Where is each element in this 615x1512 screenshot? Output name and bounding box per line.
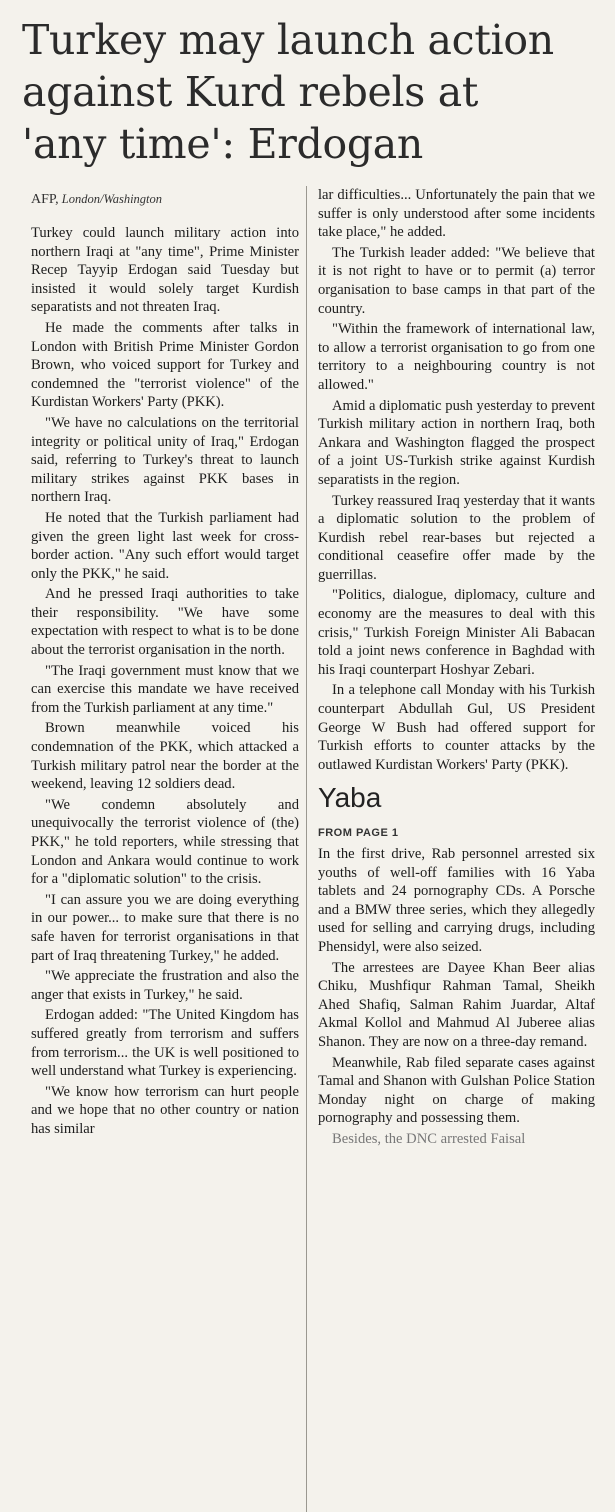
article-paragraph: In a telephone call Monday with his Turkish counterpart Abdullah Gul, US President George W Bush had offered support for Turkish efforts to counter attacks by the outlawed Kurdistan Workers' Party (PKK). bbox=[318, 682, 595, 773]
article-paragraph: "We condemn absolutely and unequivocally the terrorist violence of (the) PKK," he told reporters, while stressing that London and Ankara would continue to work for a "diplomatic solution" to the crisis. bbox=[31, 796, 299, 888]
article-paragraph: The Turkish leader added: "We believe that it is not right to have or to permit (a) terror organisation to base camps in that part of the country. bbox=[318, 244, 595, 317]
article-paragraph: "We have no calculations on the territorial integrity or political unity of Iraq," Erdogan said, referring to Turkey's threat to launch military strikes against PKK bases in northern Iraq. bbox=[31, 414, 299, 506]
yaba-paragraph: The arrestees are Dayee Khan Beer alias Chiku, Mushfiqur Rahman Tamal, Sheikh Ahed Shafiq, Salman Rahim Juardar, Altaf Akmal Kollol and Mahmud Al Juberee alias Shanon. They are now on a three-day remand. bbox=[318, 959, 595, 1050]
article-paragraph: He noted that the Turkish parliament had given the green light last week for cross-border action. "Any such effort would target only the PKK," he said. bbox=[31, 509, 299, 582]
article-paragraph: He made the comments after talks in London with British Prime Minister Gordon Brown, who voiced support for Turkey and condemned the "terrorist violence" of the Kurdistan Workers' Party (PKK). bbox=[31, 319, 299, 411]
article-paragraph: "We appreciate the frustration and also the anger that exists in Turkey," he said. bbox=[31, 968, 299, 1003]
article-paragraph: Turkey could launch military action into northern Iraqi at "any time", Prime Minister Recep Tayyip Erdogan said Tuesday but insisted it would solely target Kurdish separatists and not threaten Iraq. bbox=[31, 225, 299, 316]
headline-line-1: Turkey may launch action bbox=[22, 16, 554, 64]
article-paragraph: "Politics, dialogue, diplomacy, culture and economy are the measures to deal with this crisis," Turkish Foreign Minister Ali Babacan told a joint news conference in Baghdad with his Iraqi counterpart Hoshyar Zebari. bbox=[318, 587, 595, 678]
headline-line-3: 'any time': Erdogan bbox=[22, 120, 424, 168]
article-paragraph: Erdogan added: "The United Kingdom has suffered greatly from terrorism and suffers from terrorism... the UK is well positioned to well understand what Turkey is experiencing. bbox=[31, 1007, 299, 1080]
article-paragraph: Amid a diplomatic push yesterday to prevent Turkish military action in northern Iraq, both Ankara and Washington flagged the prospect of a joint US-Turkish strike against Kurdish separatists in the region. bbox=[318, 397, 595, 488]
yaba-paragraph: Meanwhile, Rab filed separate cases against Tamal and Shanon with Gulshan Police Station Monday night on charge of making pornography and possessing them. bbox=[318, 1054, 595, 1127]
yaba-paragraph: Besides, the DNC arrested Faisal bbox=[332, 1130, 526, 1147]
byline bbox=[31, 192, 162, 208]
article-paragraph: "We know how terrorism can hurt people and we hope that no other country or nation has similar bbox=[31, 1083, 299, 1137]
article-paragraph: Brown meanwhile voiced his condemnation of the PKK, which attacked a Turkish military patrol near the border at the weekend, leaving 12 soldiers dead. bbox=[31, 720, 299, 793]
column-divider bbox=[306, 186, 307, 1512]
from-page-label: FROM PAGE 1 bbox=[318, 827, 399, 840]
article-paragraph: And he pressed Iraqi authorities to take their responsibility. "We have some expectation with respect to what is to be done about the terrorist organisation in the north. bbox=[31, 586, 299, 659]
article-paragraph: lar difficulties... Unfortunately the pain that we suffer is only understood after some incidents take place," he added. bbox=[318, 187, 595, 241]
headline bbox=[22, 14, 602, 170]
byline-agency: AFP, bbox=[31, 192, 59, 207]
article-paragraph: "I can assure you we are doing everything in our power... to make sure that there is no safe haven for terrorist organisations in that part of Iraq threatening Turkey," he added. bbox=[31, 891, 299, 964]
byline-location: London/Washington bbox=[61, 192, 163, 206]
yaba-paragraph: In the first drive, Rab personnel arrested six youths of well-off families with 16 Yaba tablets and 24 pornography CDs. A Porsche and a BMW three series, which they allegedly used for selling and carrying drugs, including Phensidyl, were also seized. bbox=[318, 846, 595, 955]
right-column bbox=[318, 186, 595, 1151]
yaba-title: Yaba bbox=[318, 782, 382, 814]
article-paragraph: "Within the framework of international law, to allow a terrorist organisation to go from one territory to a neighbouring country is not allowed." bbox=[318, 321, 595, 393]
article-paragraph: Turkey reassured Iraq yesterday that it wants a diplomatic solution to the problem of Kurdish rebel rear-bases but rejected a conditional ceasefire offer made by the guerrillas. bbox=[318, 492, 595, 583]
article-paragraph: "The Iraqi government must know that we can exercise this mandate we have received from the Turkish parliament at any time." bbox=[31, 662, 299, 716]
headline-line-2: against Kurd rebels at bbox=[22, 68, 479, 116]
